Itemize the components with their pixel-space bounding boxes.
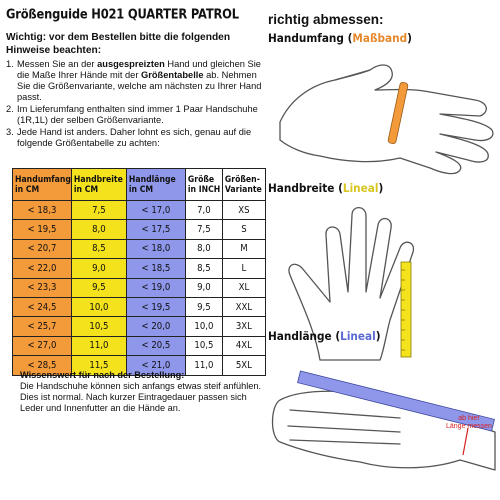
cell-umfang: < 20,7 — [13, 239, 72, 258]
header-handbreite: Handbreite in CM — [71, 169, 126, 201]
table-row — [13, 259, 266, 278]
cell-umfang: < 24,5 — [13, 297, 72, 316]
cell-breite: 10,5 — [71, 317, 126, 336]
header-handlaenge: Handlänge in CM — [126, 169, 185, 201]
cell-variante: L — [222, 259, 265, 278]
instruction-item-1 — [6, 59, 262, 103]
cell-umfang: < 22,0 — [13, 259, 72, 278]
cell-breite: 10,0 — [71, 297, 126, 316]
warning-line-1: Wichtig: vor dem Bestellen bitte die folgenden — [6, 32, 231, 43]
size-table — [12, 168, 266, 376]
cell-breite: 9,5 — [71, 278, 126, 297]
step-number: 1. — [6, 59, 14, 69]
cell-variante: 5XL — [222, 356, 265, 375]
cell-umfang: < 19,5 — [13, 220, 72, 239]
cell-breite: 11,5 — [71, 356, 126, 375]
cell-laenge: < 17,0 — [126, 201, 185, 220]
step-text: ab. Nehmen Sie die Größenvariante, welche am nächsten zu Ihrer Hand passt. — [17, 70, 262, 102]
step-bold: Größentabelle — [141, 70, 204, 80]
hand-circumference-illustration — [280, 65, 493, 174]
cell-umfang: < 23,3 — [13, 278, 72, 297]
cell-breite: 7,5 — [71, 201, 126, 220]
cell-laenge: < 19,0 — [126, 278, 185, 297]
step-text: Messen Sie an der — [17, 59, 98, 69]
measure-start-label — [446, 415, 492, 431]
table-row — [13, 297, 266, 316]
cell-laenge: < 20,0 — [126, 317, 185, 336]
cell-laenge: < 21,0 — [126, 356, 185, 375]
warning-line-2: Hinweise beachten: — [6, 45, 102, 56]
label-handumfang: Handumfang (Maßband) — [268, 32, 412, 46]
cell-umfang: < 27,0 — [13, 336, 72, 355]
cell-variante: 3XL — [222, 317, 265, 336]
cell-variante: 4XL — [222, 336, 265, 355]
label-handlaenge: Handlänge (Lineal) — [268, 330, 381, 344]
note-body: Die Handschuhe können sich anfangs etwas steif anfühlen. Dies ist normal. Nach kurzer Eintragedauer passen sich Leder und Innenfutter an die Hände an. — [20, 381, 262, 413]
cell-laenge: < 17,5 — [126, 220, 185, 239]
tool-massband: Maßband — [352, 32, 408, 46]
cell-inch: 9,5 — [185, 297, 222, 316]
cell-laenge: < 20,5 — [126, 336, 185, 355]
instruction-item-2 — [6, 104, 262, 126]
cell-variante: M — [222, 239, 265, 258]
tool-lineal: Lineal — [342, 182, 379, 196]
cell-inch: 8,5 — [185, 259, 222, 278]
cell-umfang: < 28,5 — [13, 356, 72, 375]
cell-inch: 7,0 — [185, 201, 222, 220]
ab-hier-text: ab hier — [458, 415, 480, 422]
instruction-list — [6, 59, 262, 149]
cell-inch: 9,0 — [185, 278, 222, 297]
table-row — [13, 220, 266, 239]
cell-variante: XXL — [222, 297, 265, 316]
step-text: Hand und gleichen Sie die Maße Ihrer Hände mit der — [17, 59, 261, 80]
size-table-header — [13, 169, 266, 201]
cell-umfang: < 25,7 — [13, 317, 72, 336]
cell-umfang: < 18,3 — [13, 201, 72, 220]
cell-variante: S — [222, 220, 265, 239]
guide-title: Größenguide H021 QUARTER PATROL — [6, 6, 239, 23]
cell-breite: 9,0 — [71, 259, 126, 278]
measure-title: richtig abmessen: — [268, 12, 384, 27]
cell-laenge: < 18,0 — [126, 239, 185, 258]
step-bold: ausgespreizten — [97, 59, 165, 69]
header-groesse-inch: Größe in INCH — [185, 169, 222, 201]
cell-inch: 7,5 — [185, 220, 222, 239]
step-number: 2. — [6, 104, 14, 114]
table-row — [13, 239, 266, 258]
step-text: Jede Hand ist anders. Daher lohnt es sich, genau auf die folgende Größentabelle zu achten: — [17, 127, 252, 148]
note-heading: Wissenswert für nach der Bestellung: — [20, 370, 185, 380]
after-order-note — [20, 370, 265, 414]
cell-inch: 10,0 — [185, 317, 222, 336]
cell-breite: 8,0 — [71, 220, 126, 239]
cell-laenge: < 18,5 — [126, 259, 185, 278]
ruler-width — [401, 262, 411, 357]
cell-breite: 8,5 — [71, 239, 126, 258]
cell-variante: XL — [222, 278, 265, 297]
laenge-messen-text: Länge messen — [446, 423, 492, 430]
cell-laenge: < 19,5 — [126, 297, 185, 316]
table-row — [13, 278, 266, 297]
tool-lineal: Lineal — [340, 330, 376, 344]
table-row — [13, 336, 266, 355]
step-text: Im Lieferumfang enthalten sind immer 1 Paar Handschuhe (1R,1L) der selben Größenvariante. — [17, 104, 258, 125]
header-handumfang: Handumfang in CM — [13, 169, 72, 201]
cell-inch: 10,5 — [185, 336, 222, 355]
cell-inch: 8,0 — [185, 239, 222, 258]
table-row — [13, 201, 266, 220]
label-handbreite: Handbreite (Lineal) — [268, 182, 384, 196]
size-guide-panel — [6, 6, 262, 150]
cell-breite: 11,0 — [71, 336, 126, 355]
cell-variante: XS — [222, 201, 265, 220]
step-number: 3. — [6, 127, 14, 137]
table-row — [13, 317, 266, 336]
cell-inch: 11,0 — [185, 356, 222, 375]
header-groessenvariante: Größen- Variante — [222, 169, 265, 201]
instruction-item-3 — [6, 127, 262, 149]
